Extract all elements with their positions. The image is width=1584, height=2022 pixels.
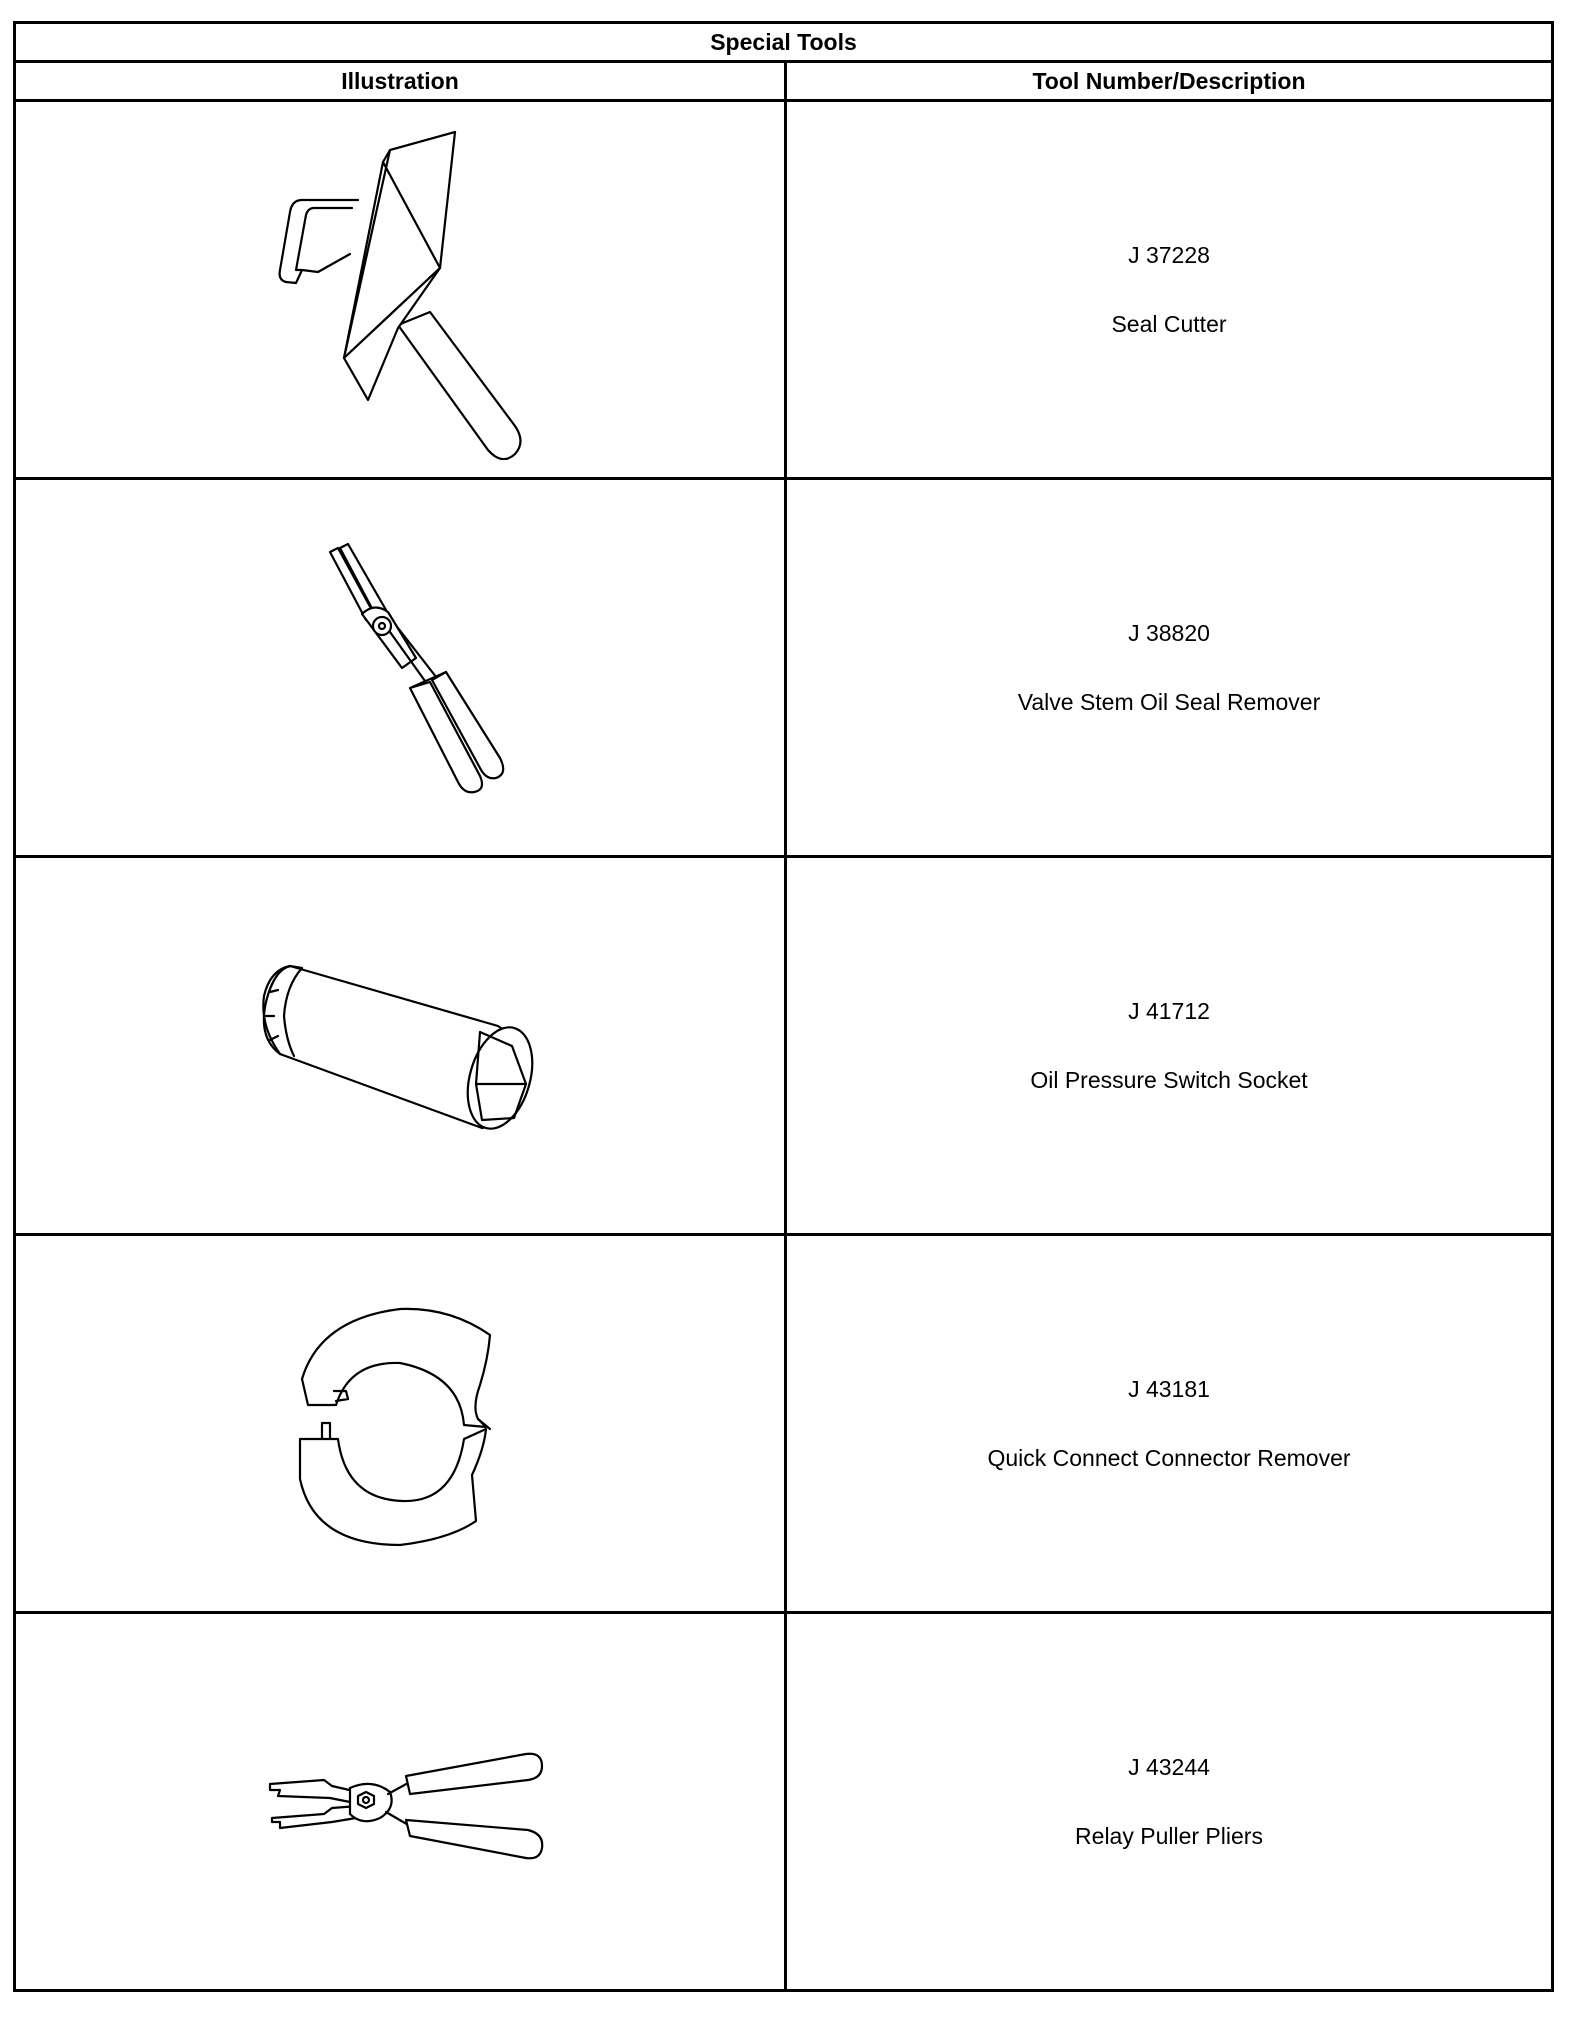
description-cell: [786, 479, 1553, 857]
header-illustration: Illustration: [15, 62, 786, 101]
illustration-cell: [15, 1613, 786, 1991]
tool-number: J 43244: [1128, 1753, 1210, 1780]
table-row: [15, 1235, 1553, 1613]
tool-description: Relay Puller Pliers: [1075, 1822, 1263, 1849]
description-cell: [786, 857, 1553, 1235]
valve-stem-seal-remover-icon: [270, 518, 530, 818]
description-cell: [786, 101, 1553, 479]
illustration-cell: [15, 857, 786, 1235]
table-row: [15, 479, 1553, 857]
tool-description: Valve Stem Oil Seal Remover: [1017, 688, 1321, 715]
tool-number: J 37228: [1128, 241, 1210, 268]
table-title-row: [15, 23, 1553, 62]
tool-description: Oil Pressure Switch Socket: [1030, 1066, 1308, 1093]
description-cell: [786, 1613, 1553, 1991]
tool-number: J 41712: [1128, 997, 1210, 1024]
illustration-cell: [15, 101, 786, 479]
header-tool-number-description: Tool Number/Description: [786, 62, 1553, 101]
oil-pressure-switch-socket-icon: [230, 936, 570, 1156]
special-tools-table: [13, 21, 1554, 1992]
illustration-cell: [15, 479, 786, 857]
tool-number: J 43181: [1128, 1375, 1210, 1402]
table-row: [15, 101, 1553, 479]
tool-number: J 38820: [1128, 619, 1210, 646]
table-row: [15, 1613, 1553, 1991]
table-title: Special Tools: [15, 23, 1553, 62]
seal-cutter-icon: [240, 120, 560, 460]
table-row: [15, 857, 1553, 1235]
tool-description: Seal Cutter: [1111, 310, 1227, 337]
table-header-row: [15, 62, 1553, 101]
tool-description: Quick Connect Connector Remover: [987, 1444, 1351, 1471]
quick-connect-remover-icon: [250, 1289, 550, 1559]
relay-puller-pliers-icon: [250, 1722, 550, 1882]
description-cell: [786, 1235, 1553, 1613]
illustration-cell: [15, 1235, 786, 1613]
